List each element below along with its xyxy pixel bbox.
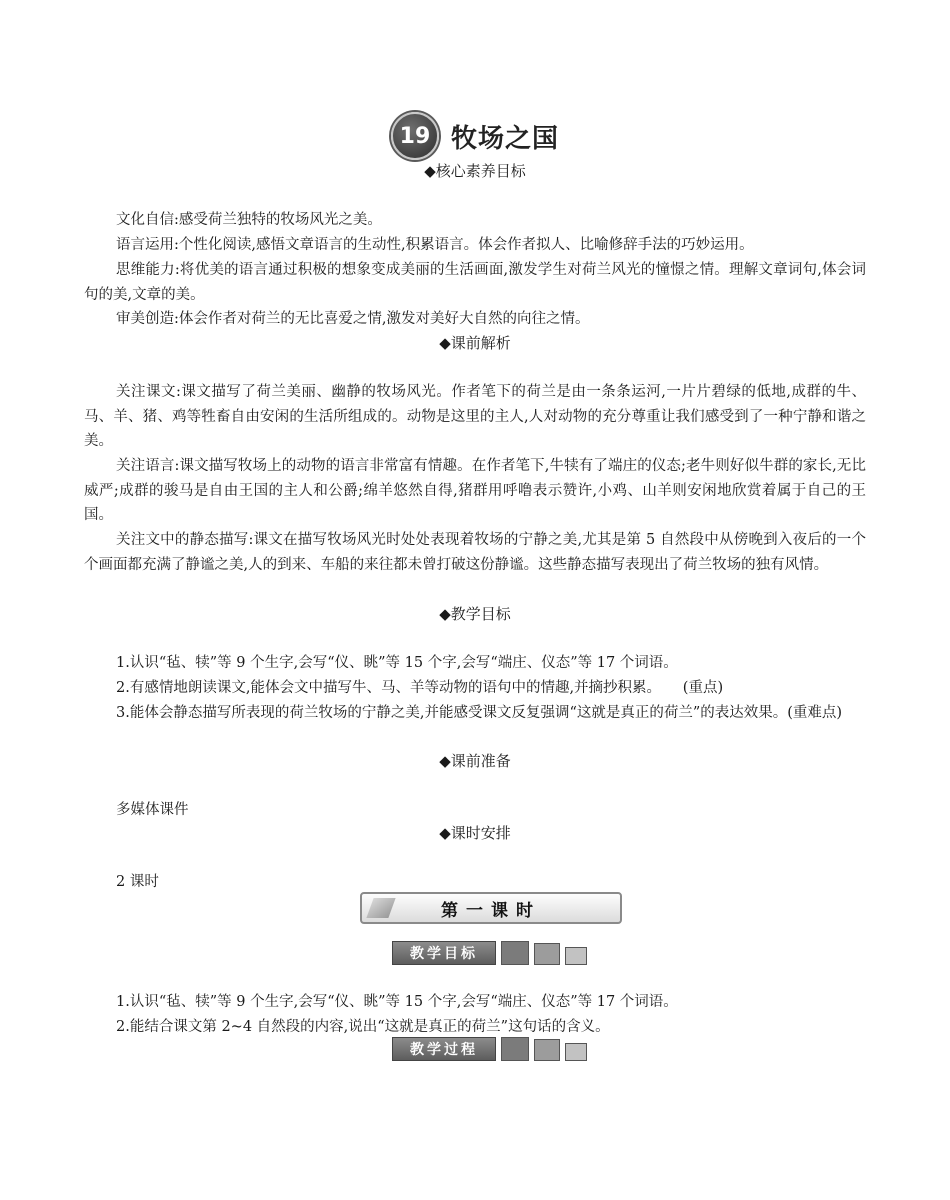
core-goal-thinking: 思维能力:将优美的语言通过积极的想象变成美丽的生活画面,激发学生对荷兰风光的憧憬之情。理解文章词句,体会词句的美,文章的美。 bbox=[84, 262, 866, 303]
section-heading-preparation: ◆课前准备 bbox=[439, 752, 511, 770]
tag-square-mid bbox=[534, 943, 560, 965]
section-heading-core-goals: ◆核心素养目标 bbox=[424, 162, 526, 180]
period-goal-1: 1.认识“毡、犊”等 9 个生字,会写“仪、眺”等 15 个字,会写“端庄、仪态”等 17 个词语。 bbox=[116, 994, 678, 1010]
core-goal-language: 语言运用:个性化阅读,感悟文章语言的生动性,积累语言。体会作者拟人、比喻修辞手法的巧妙运用。 bbox=[116, 237, 754, 253]
teaching-process-tag-label: 教学过程 bbox=[392, 1037, 496, 1061]
analysis-static-description: 关注文中的静态描写:课文在描写牧场风光时处处表现着牧场的宁静之美,尤其是第 5 自然段中从傍晚到入夜后的一个个画面都充满了静谧之美,人的到来、车船的来往都未曾打破这份静谧。这些静态描写表现出了荷兰牧场的独有风情。 bbox=[84, 532, 866, 573]
section-heading-preclass-analysis: ◆课前解析 bbox=[439, 334, 511, 352]
teaching-process-tag bbox=[392, 1037, 587, 1061]
teaching-goal-1: 1.认识“毡、犊”等 9 个生字,会写“仪、眺”等 15 个字,会写“端庄、仪态”等 17 个词语。 bbox=[116, 655, 678, 671]
first-period-title: 第一课时 bbox=[441, 900, 541, 921]
teaching-goal-3: 3.能体会静态描写所表现的荷兰牧场的宁静之美,并能感受课文反复强调“这就是真正的荷兰”的表达效果。(重难点) bbox=[116, 705, 843, 721]
tag-square-light bbox=[565, 1043, 587, 1061]
section-heading-schedule: ◆课时安排 bbox=[439, 824, 511, 842]
lesson-number-badge: 19 bbox=[391, 112, 439, 160]
teaching-goals-tag bbox=[392, 941, 587, 965]
banner-decoration bbox=[366, 898, 395, 918]
lesson-header bbox=[0, 112, 950, 160]
teaching-goals-tag-label: 教学目标 bbox=[392, 941, 496, 965]
core-goal-aesthetic: 审美创造:体会作者对荷兰的无比喜爱之情,激发对美好大自然的向往之情。 bbox=[116, 311, 590, 327]
preparation-text: 多媒体课件 bbox=[116, 802, 189, 818]
tag-square-dark bbox=[501, 941, 529, 965]
analysis-language-focus: 关注语言:课文描写牧场上的动物的语言非常富有情趣。在作者笔下,牛犊有了端庄的仪态;老牛则好似牛群的家长,无比威严;成群的骏马是自由王国的主人和公爵;绵羊悠然自得,猪群用呼噜表示赞许,小鸡、山羊则安闲地欣赏着属于自己的王国。 bbox=[84, 458, 866, 523]
analysis-text-focus: 关注课文:课文描写了荷兰美丽、幽静的牧场风光。作者笔下的荷兰是由一条条运河,一片片碧绿的低地,成群的牛、马、羊、猪、鸡等牲畜自由安闲的生活所组成的。动物是这里的主人,人对动物的充分尊重让我们感受到了一种宁静和谐之美。 bbox=[84, 384, 866, 449]
first-period-banner bbox=[360, 892, 622, 924]
tag-square-mid bbox=[534, 1039, 560, 1061]
teaching-goal-2: 2.有感情地朗读课文,能体会文中描写牛、马、羊等动物的语句中的情趣,并摘抄积累。 (重点) bbox=[116, 680, 724, 696]
section-heading-teaching-goals: ◆教学目标 bbox=[439, 605, 511, 623]
core-goal-culture: 文化自信:感受荷兰独特的牧场风光之美。 bbox=[116, 212, 382, 228]
schedule-text: 2 课时 bbox=[116, 874, 159, 890]
period-goal-2: 2.能结合课文第 2~4 自然段的内容,说出“这就是真正的荷兰”这句话的含义。 bbox=[116, 1019, 610, 1035]
tag-square-light bbox=[565, 947, 587, 965]
tag-square-dark bbox=[501, 1037, 529, 1061]
lesson-title: 牧场之国 bbox=[450, 123, 559, 154]
